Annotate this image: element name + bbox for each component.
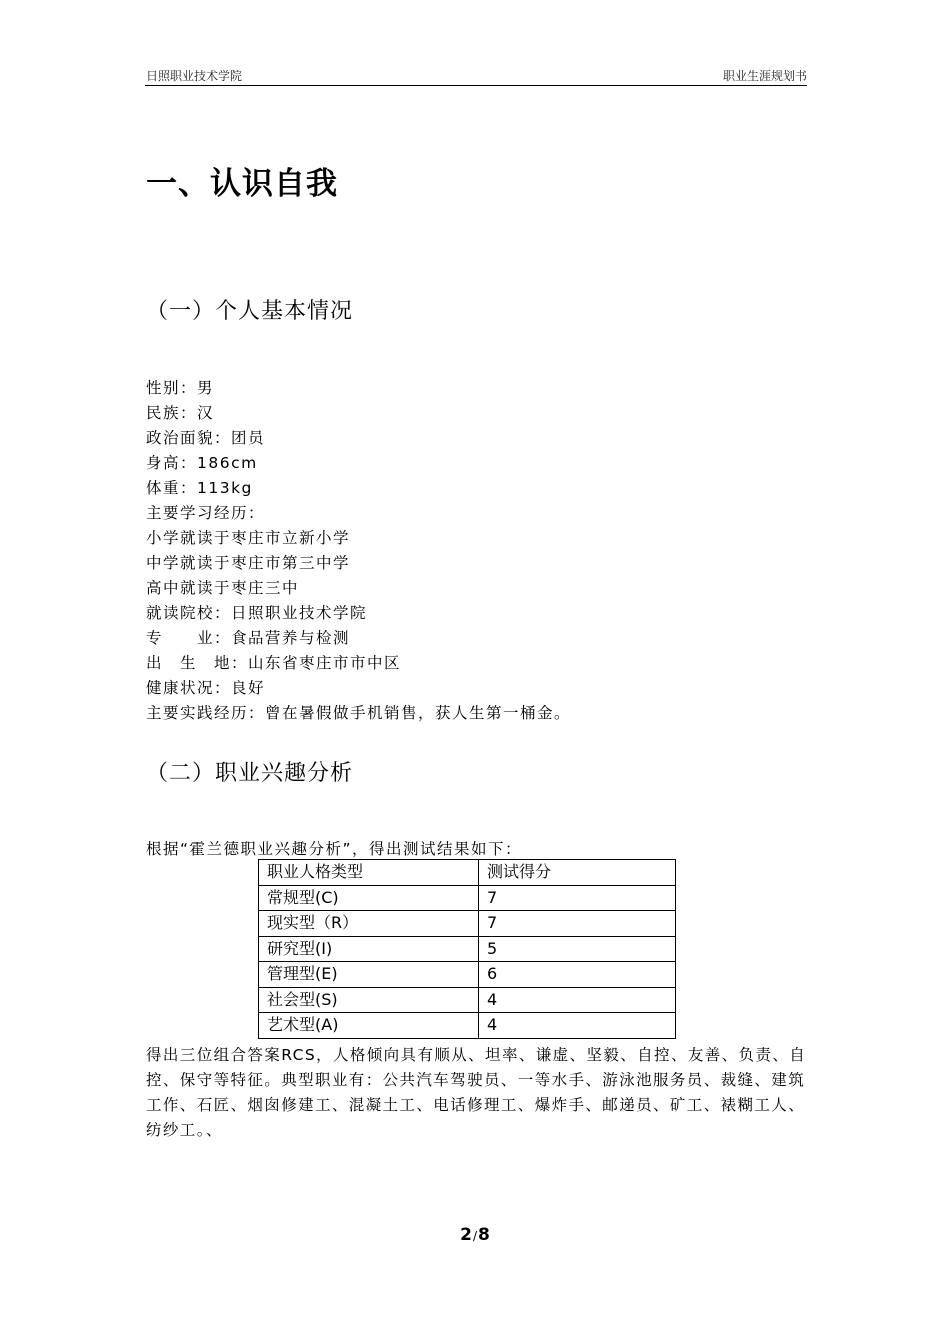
- header-rule: [145, 85, 807, 86]
- info-line: 专 业：食品营养与检测: [146, 629, 351, 647]
- page-number: [0, 1225, 950, 1245]
- info-line: 主要学习经历：: [146, 504, 266, 522]
- personality-type-cell: 社会型(S): [259, 987, 479, 1013]
- table-header-cell: 职业人格类型: [259, 860, 479, 886]
- personality-type-cell: 常规型(C): [259, 885, 479, 911]
- score-cell: 5: [479, 936, 676, 962]
- current-page: 2: [460, 1225, 472, 1245]
- header-school-name: 日照职业技术学院: [146, 69, 243, 83]
- info-line: 政治面貌：团员: [146, 429, 266, 447]
- table-row: [259, 936, 676, 962]
- info-line: 中学就读于枣庄市第三中学: [146, 554, 351, 572]
- info-line: 身高：186cm: [146, 454, 258, 472]
- info-line: 性别：男: [146, 379, 215, 397]
- info-line: 健康状况：良好: [146, 679, 266, 697]
- table-header-cell: 测试得分: [479, 860, 676, 886]
- score-cell: 7: [479, 911, 676, 937]
- table-row: [259, 1013, 676, 1039]
- info-line: 高中就读于枣庄三中: [146, 579, 300, 597]
- score-cell: 4: [479, 1013, 676, 1039]
- table-row: [259, 885, 676, 911]
- basic-info-list: [146, 376, 571, 726]
- score-cell: 7: [479, 885, 676, 911]
- personality-type-cell: 现实型（R）: [259, 911, 479, 937]
- info-line: 就读院校：日照职业技术学院: [146, 604, 368, 622]
- test-conclusion-paragraph: 得出三位组合答案RCS，人格倾向具有顺从、坦率、谦虚、坚毅、自控、友善、负责、自控、保守等特征。典型职业有：公共汽车驾驶员、一等水手、游泳池服务员、裁缝、建筑工作、石匠、烟囱修建工、混凝土工、电话修理工、爆炸手、邮递员、矿工、裱糊工人、纺纱工。、: [146, 1046, 807, 1139]
- personality-type-cell: 管理型(E): [259, 962, 479, 988]
- header-doc-title: 职业生涯规划书: [722, 69, 807, 83]
- table-header-row: [259, 860, 676, 886]
- page-separator: /: [472, 1229, 478, 1243]
- test-intro-text: 根据“霍兰德职业兴趣分析”，得出测试结果如下：: [146, 840, 523, 858]
- info-line: 民族：汉: [146, 404, 215, 422]
- holland-result-table: [258, 859, 676, 1039]
- personality-type-cell: 艺术型(A): [259, 1013, 479, 1039]
- score-cell: 4: [479, 987, 676, 1013]
- table-row: [259, 987, 676, 1013]
- section-title-basic-info: （一）个人基本情况: [146, 299, 354, 324]
- personality-type-cell: 研究型(I): [259, 936, 479, 962]
- chapter-title: 一、认识自我: [146, 166, 338, 202]
- info-line: 出 生 地：山东省枣庄市市中区: [146, 654, 402, 672]
- table-row: [259, 911, 676, 937]
- section-title-career-interest: （二）职业兴趣分析: [146, 761, 354, 786]
- table-row: [259, 962, 676, 988]
- score-cell: 6: [479, 962, 676, 988]
- info-line: 主要实践经历：曾在暑假做手机销售，获人生第一桶金。: [146, 704, 572, 722]
- info-line: 小学就读于枣庄市立新小学: [146, 529, 351, 547]
- info-line: 体重：113kg: [146, 479, 253, 497]
- total-pages: 8: [478, 1225, 490, 1245]
